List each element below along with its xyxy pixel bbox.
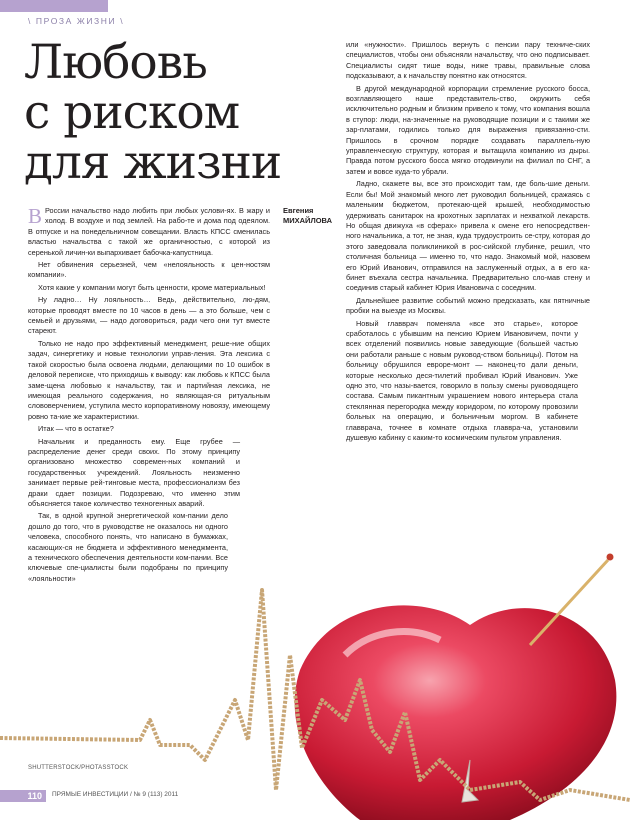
drop-cap: В bbox=[28, 204, 43, 228]
title-line-3: для жизни bbox=[24, 135, 282, 190]
paragraph: Новый главврач поменяла «все это старье», которое сработалось с убывшим на пенсию Юрием Ивановичем, почти у всех отделений появились новые заведующие (большей частью они работали раньше с новым руковод-ством больницы). Потом на больницу обрушился еврорe-монт — наконец-то дали деньги, которые несколько деся-тилетий пробивал Юрий Иванович. Уже одно это, что назы-вается, говорило в пользу смены руководящего состава. Самым пикантным украшением нового интерьера стала стеклянная перегородка между коридором, по которому провозили больных на операцию, и больничным моргом. В кабинете главврача, точнее в комнате отдыха главвра-ча, установили душевую кабинку с каким-то космическим пультом управления. bbox=[346, 318, 578, 443]
page-footer bbox=[0, 790, 630, 802]
text-column-left bbox=[28, 206, 270, 584]
paragraph: Ну ладно… Ну лояльность… Ведь, действительно, лю-дям, которые проводят вместе по 10 часов в день — а это больше, чем с семьей и друзьями, — надо договориться, ради чего они тут вместе стареют. bbox=[28, 295, 270, 336]
paragraph: Ладно, скажете вы, все это происходит там, где боль-шие деньги. Если бы! Мой знакомый много лет руководил больницей, сражаясь с маленьким бюджетом, протекаю-щей крышей, необходимостью удерживать санитарок на крохотных зарплатах и нехваткой лекарств. Но общая движуха «в сферах» привела к смене его непосредствен-ного начальника, а тот, не зная, куда трудоустроить се-стру, которая до этого заведовала поликлиникой в рос-сийской глубинке, решил, что столичная больница — именно то, что надо. Знакомый мой, назовем его Юрий Иванович, отправился на заслуженный отдых, а в его ка-бинет въехала сестра начальника. Предварительно сло-мав стену и соединив старый кабинет Юрия Ивановича с соседним. bbox=[346, 179, 590, 293]
author-last-name: МИХАЙЛОВА bbox=[283, 216, 333, 225]
paragraph: Дальнейшее развитие событий можно предсказать, как пятничные пробки на выезде из Москвы. bbox=[346, 295, 590, 316]
title-line-2: с риском bbox=[24, 85, 240, 140]
author-byline bbox=[283, 206, 343, 226]
paragraph: Начальник и преданность ему. Еще грубее — распределение денег среди своих. По этому принципу организовано множество современ-ных компаний и государственных учреждений. Лояльность неизменно занимает первые рей-тинговые места, профессионализм без драки сдает позиции. Подозреваю, что именно этим объясняется такое количество техногенных аварий. bbox=[28, 436, 240, 508]
paragraph: или «нужности». Пришлось вернуть с пенсии пару техниче-ских специалистов, чтобы они объясняли начальству, что оно подписывает. Специалисты сидят тише воды, ниже травы, правильные слова подсказывают, а к начальству понятно как относятся. bbox=[346, 40, 590, 81]
author-first-name: Евгения bbox=[283, 206, 314, 215]
paragraph: Только не надо про эффективный менеджмент, реше-ние общих задач, синергетику и новые технологии управ-ления. Эта лексика с такой скоростью была освоена людьми, делающими по 10 ошибок в деловой переписке, что приходишь к выводу: как любовь к КПСС была заме-щена любовью к начальству, так и партийная лексика, не имеющая реального содержания, но являющая-ся ритуальным слововерчением, уступила место корпоративному новоязу, имеющему ровно та-кие же характеристики. bbox=[28, 338, 270, 421]
paragraph: Так, в одной крупной энергетической ком-пании дело дошло до того, что в руководстве не оказалось ни одного человека, способного понять, что написано в бумажках, касающих-ся не бюджета и эффективного менеджмента, а технического обеспечения деятельности ком-пании. Все ключевые спе-циалисты были подобраны по принципу «лояльности» bbox=[28, 511, 228, 583]
paragraph: Итак — что в остатке? bbox=[38, 424, 114, 434]
paragraph bbox=[28, 206, 270, 258]
publication-name: ПРЯМЫЕ ИНВЕСТИЦИИ / № 9 (113) 2011 bbox=[52, 791, 179, 798]
paragraph: В другой международной корпорации стремление русского босса, возглавляющего наше представитель-ство, окружить себя исключительно родным и близким привело к тому, что компания вошла в ступор: люди, на-значенные на руководящие позиции и с такими же зар-платами, годились только для выражения привязанно-сти. Пришлось в срочном порядке создавать параллель-ную управленческую структуру, которая и вытащила компанию из дыры. Правда потом русского босса мягко отодвинули на филиал по СНГ, а затем и вовсе куда-то убрали. bbox=[346, 83, 590, 176]
needle-head bbox=[607, 554, 614, 561]
photo-credit: SHUTTERSTOCK/PHOTASSTOCK bbox=[28, 765, 129, 771]
rubric-label: \ ПРОЗА ЖИЗНИ \ bbox=[28, 16, 125, 26]
paragraph: Хотя какие у компании могут быть ценности, кроме материальных! bbox=[38, 282, 266, 292]
text-column-right bbox=[346, 40, 590, 443]
title-line-1: Любовь bbox=[24, 35, 207, 90]
heart-balloon bbox=[295, 605, 617, 820]
paragraph: Нет обвинения серьезней, чем «нелояльность к цен-ностям компании». bbox=[28, 260, 270, 280]
page-number: 110 bbox=[0, 790, 46, 802]
paragraph-text: России начальство надо любить при любых услови-ях. В жару и холод. В воздухе и под землей. На рабо-те и дома под одеялом. В отпуске и на понедельничном совещании. Власть КПСС сменилась властью начальства с такой же органичностью, с которой из серенькой личин-ки выпархивает бабочка-капустница. bbox=[28, 206, 270, 257]
